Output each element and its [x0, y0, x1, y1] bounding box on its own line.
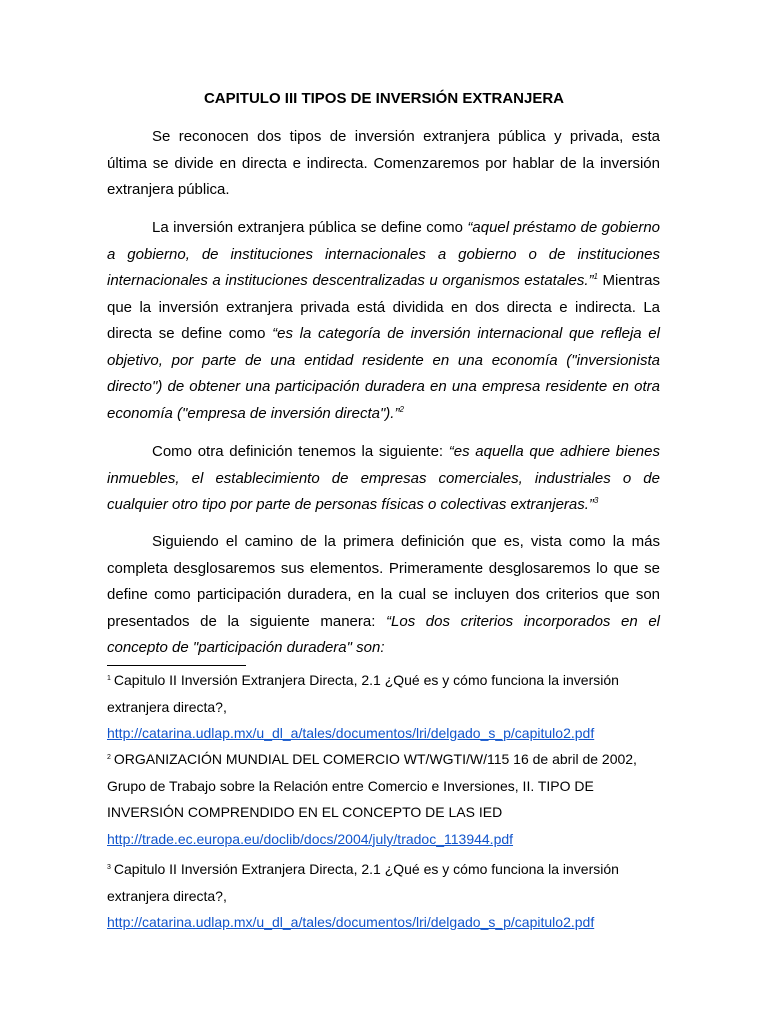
footnote-text: Capitulo II Inversión Extranjera Directa, 2.1 ¿Qué es y cómo funciona la inversión extranjera directa?, — [107, 672, 619, 715]
quote-other-definition: “es aquella que adhiere bienes inmuebles, el establecimiento de empresas comerciales, industriales o de cualquier otro tipo por parte de personas físicas o colectivas extranjeras.” — [107, 443, 660, 513]
footnote-separator — [107, 665, 246, 666]
footnote-1 — [107, 667, 667, 747]
footnote-mark: 3 — [107, 864, 111, 871]
footnote-ref-2[interactable]: 2 — [399, 404, 404, 414]
footnote-link[interactable]: http://trade.ec.europa.eu/doclib/docs/2004/july/tradoc_113944.pdf — [107, 830, 514, 847]
paragraph-text: Mientras que la inversión extranjera privada está dividida en dos directa e indirecta. La directa se define como — [107, 272, 660, 342]
footnote-2 — [107, 746, 667, 852]
paragraph-public-investment — [107, 215, 660, 427]
footnote-3 — [107, 856, 667, 936]
paragraph-text: Siguiendo el camino de la primera definición que es, vista como la más completa desglosaremos sus elementos. Primeramente desglosaremos lo que se define como participación duradera, en la cual se incluyen dos criterios que son presentados de la siguiente manera: — [107, 533, 660, 630]
quote-public-definition: “aquel préstamo de gobierno a gobierno, de instituciones internacionales a gobierno o de instituciones internacionales a instituciones descentralizadas u organismos estatales.” — [107, 219, 661, 289]
footnote-text: Capitulo II Inversión Extranjera Directa, 2.1 ¿Qué es y cómo funciona la inversión extranjera directa?, — [107, 861, 619, 904]
paragraph-lasting-participation — [107, 529, 660, 662]
paragraph-text: La inversión extranjera pública se define como — [152, 219, 468, 236]
chapter-title: CAPITULO III TIPOS DE INVERSIÓN EXTRANJERA — [203, 90, 565, 107]
quote-criteria: “Los dos criterios incorporados en el concepto de "participación duradera" son: — [107, 612, 660, 656]
footnote-link[interactable]: http://catarina.udlap.mx/u_dl_a/tales/documentos/lri/delgado_s_p/capitulo2.pdf — [107, 914, 595, 930]
quote-direct-definition: “es la categoría de inversión internacional que refleja el objetivo, por parte de una entidad residente en una economía ("inversionista directo") de obtener una participación duradera en una empresa residente en otra economía ("empresa de inversión directa").” — [107, 325, 660, 422]
footnote-mark: 1 — [107, 675, 111, 682]
footnote-ref-3[interactable]: 3 — [593, 496, 599, 505]
footnote-ref-1[interactable]: 1 — [593, 272, 598, 281]
paragraph-intro: Se reconocen dos tipos de inversión extranjera pública y privada, esta última se divide en directa e indirecta. Comenzaremos por hablar de la inversión extranjera pública. — [107, 128, 660, 198]
footnote-text: ORGANIZACIÓN MUNDIAL DEL COMERCIO WT/WGTI/W/115 16 de abril de 2002, Grupo de Trabajo sobre la Relación entre Comercio e Inversiones, II. TIPO DE INVERSIÓN COMPRENDIDO EN EL CONCEPTO DE LAS IED — [107, 751, 637, 820]
paragraph-other-definition — [107, 439, 660, 519]
paragraph-text: Como otra definición tenemos la siguiente: — [152, 443, 449, 460]
footnote-mark: 2 — [107, 754, 111, 761]
footnote-link[interactable]: http://catarina.udlap.mx/u_dl_a/tales/documentos/lri/delgado_s_p/capitulo2.pdf — [107, 725, 595, 741]
